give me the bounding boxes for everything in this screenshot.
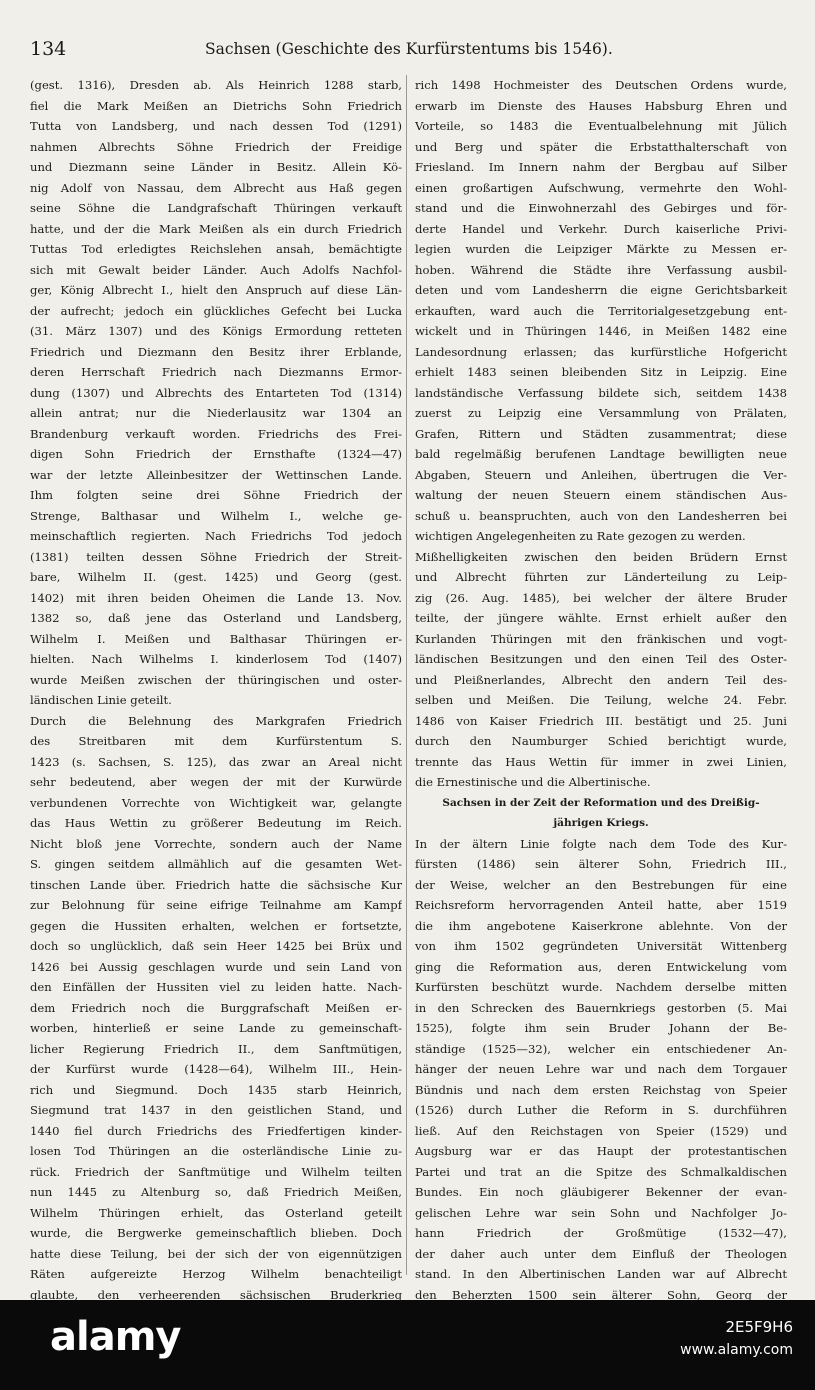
text-line: und Berg und später die Erbstatthalterschaft von <box>415 139 787 154</box>
text-line: Landesordnung erlassen; das kurfürstliche Hofgericht <box>415 344 787 359</box>
text-line: 1382 so, daß jene das Osterland und Landsberg, <box>30 611 402 625</box>
text-line: Reichsreform hervorragenden Anteil hatte, aber 1519 <box>415 898 787 912</box>
text-line: (1526) durch Luther die Reform in S. durchführen <box>415 1103 787 1117</box>
text-line: dung (1307) und Albrechts des Entarteten Tod (1314) <box>30 385 402 400</box>
text-line: rich und Siegmund. Doch 1435 starb Heinrich, <box>30 1082 402 1097</box>
text-line: glaubte, den verheerenden sächsischen Bruderkrieg <box>30 1287 402 1300</box>
text-line: wickelt und in Thüringen 1446, in Meißen 1482 eine <box>415 324 787 338</box>
text-line: Räten aufgereizte Herzog Wilhelm benachteiligt <box>30 1267 402 1281</box>
text-line: Tutta von Landsberg, und nach dessen Tod (1291) <box>30 119 402 133</box>
text-line: Partei und trat an die Spitze des Schmalkaldischen <box>415 1164 787 1179</box>
text-line: (31. März 1307) und des Königs Ermordung retteten <box>30 324 402 338</box>
text-line: des Streitbaren mit dem Kurfürstentum S. <box>30 734 402 748</box>
text-line: der aufrecht; jedoch ein glückliches Gefecht bei Lucka <box>30 303 402 318</box>
text-line: Wilhelm I. Meißen und Balthasar Thüringen er- <box>30 631 402 646</box>
text-line: trennte das Haus Wettin für immer in zwei Linien, <box>415 754 787 769</box>
text-line: durch den Naumburger Schied berichtigt wurde, <box>415 734 787 748</box>
left-text-column <box>30 75 402 1300</box>
text-line: hatte, und der die Mark Meißen als ein durch Friedrich <box>30 221 402 236</box>
text-line: erhielt 1483 seinen bleibenden Sitz in Leipzig. Eine <box>415 365 787 379</box>
text-line: Durch die Belehnung des Markgrafen Friedrich <box>30 713 402 728</box>
site-url: www.alamy.com <box>680 1342 793 1358</box>
text-line: Augsburg war er das Haupt der protestantischen <box>415 1144 787 1158</box>
text-line: stand und die Einwohnerzahl des Gebirges und för- <box>415 201 787 215</box>
text-line: nun 1445 zu Altenburg so, daß Friedrich Meißen, <box>30 1185 402 1199</box>
text-line: selben und Meißen. Die Teilung, welche 24. Febr. <box>415 693 787 707</box>
text-line: Kurfürsten beschützt wurde. Nachdem derselbe mitten <box>415 980 787 994</box>
text-line: rück. Friedrich der Sanftmütige und Wilhelm teilten <box>30 1164 402 1179</box>
text-line: erwarb im Dienste des Hauses Habsburg Ehren und <box>415 98 787 113</box>
text-line: tinschen Lande über. Friedrich hatte die sächsische Kur <box>30 877 402 892</box>
text-line: wurde Meißen zwischen der thüringischen und oster- <box>30 672 402 687</box>
text-line: Wilhelm Thüringen erhielt, das Osterland geteilt <box>30 1205 402 1220</box>
text-line: (1381) teilten dessen Söhne Friedrich der Streit- <box>30 549 402 564</box>
page-header <box>30 38 790 64</box>
text-line: nig Adolf von Nassau, dem Albrecht aus Haß gegen <box>30 180 402 195</box>
text-line: 1440 fiel durch Friedrichs des Friedfertigen kinder- <box>30 1123 402 1138</box>
text-line: Abgaben, Steuern und Anleihen, übertrugen die Ver- <box>415 467 787 482</box>
text-line: Strenge, Balthasar und Wilhelm I., welche ge- <box>30 508 402 523</box>
text-line: der daher auch unter dem Einfluß der Theologen <box>415 1246 787 1261</box>
text-line: das Haus Wettin zu größerer Bedeutung im Reich. <box>30 816 402 830</box>
text-line: zur Belohnung für seine eifrige Teilnahme am Kampf <box>30 898 402 912</box>
text-line: von ihm 1502 gegründeten Universität Wittenberg <box>415 939 787 953</box>
text-line: 1426 bei Aussig geschlagen wurde und sein Land von <box>30 959 402 974</box>
text-line: der Weise, welcher an den Bestrebungen für eine <box>415 877 787 892</box>
text-line: Tuttas Tod erledigtes Reichslehen ansah, bemächtigte <box>30 242 402 256</box>
text-line: losen Tod Thüringen an die osterländische Linie zu- <box>30 1144 402 1158</box>
text-line: Nicht bloß jene Vorrechte, sondern auch der Name <box>30 836 402 851</box>
right-text-column <box>415 75 787 1300</box>
section-heading: Sachsen in der Zeit der Reformation und des Dreißig- <box>442 796 760 809</box>
text-line: Grafen, Rittern und Städten zusammentrat; diese <box>415 426 787 441</box>
text-line: hielten. Nach Wilhelms I. kinderlosem Tod (1407) <box>30 652 402 666</box>
text-line: den Beherzten 1500 sein älterer Sohn, Georg der <box>415 1287 787 1300</box>
text-line: ländischen Besitzungen und den einen Teil des Oster- <box>415 652 787 666</box>
text-line: wurde, die Bergwerke gemeinschaftlich blieben. Doch <box>30 1226 402 1240</box>
text-line: teilte, der jüngere wählte. Ernst erhielt außer den <box>415 611 787 625</box>
text-line: hatte diese Teilung, bei der sich der von eigennützigen <box>30 1246 402 1261</box>
text-line: ständige (1525—32), welcher ein entschiedener An- <box>415 1041 787 1056</box>
text-line: Ihm folgten seine drei Söhne Friedrich der <box>30 488 402 502</box>
text-line: gegen die Hussiten erhalten, welchen er fortsetzte, <box>30 918 402 933</box>
text-line: hänger der neuen Lehre war und nach dem Torgauer <box>415 1062 787 1076</box>
text-line: ging die Reformation aus, deren Entwickelung vom <box>415 959 787 974</box>
text-line: Friesland. Im Innern nahm der Bergbau auf Silber <box>415 160 787 174</box>
text-line: S. gingen seitdem allmählich auf die gesamten Wet- <box>30 857 402 871</box>
text-line: meinschaftlich regierten. Nach Friedrichs Tod jedoch <box>30 529 402 543</box>
text-line: einen großartigen Aufschwung, vermehrte den Wohl- <box>415 180 787 195</box>
text-line: die Ernestinische und die Albertinische. <box>415 775 651 789</box>
text-line: 1423 (s. Sachsen, S. 125), das zwar an Areal nicht <box>30 754 402 769</box>
text-line: gelischen Lehre war sein Sohn und Nachfolger Jo- <box>415 1205 787 1220</box>
text-line: den Einfällen der Hussiten viel zu leiden hatte. Nach- <box>30 980 402 994</box>
text-line: bare, Wilhelm II. (gest. 1425) und Georg (gest. <box>30 570 402 584</box>
text-line: Friedrich und Diezmann den Besitz ihrer Erblande, <box>30 344 402 359</box>
text-line: fiel die Mark Meißen an Dietrichs Sohn Friedrich <box>30 98 402 113</box>
text-line: wichtigen Angelegenheiten zu Rate gezogen zu werden. <box>415 529 746 543</box>
text-line: Vorteile, so 1483 die Eventualbelehnung mit Jülich <box>415 119 787 133</box>
text-line: fürsten (1486) sein älterer Sohn, Friedrich III., <box>415 857 787 871</box>
text-line: doch so unglücklich, daß sein Heer 1425 bei Brüx und <box>30 939 402 953</box>
text-line: zuerst zu Leipzig eine Versammlung von Prälaten, <box>415 406 787 420</box>
text-line: und Diezmann seine Länder in Besitz. Allein Kö- <box>30 160 402 174</box>
text-line: schuß u. beanspruchten, auch von den Landesherren bei <box>415 508 787 523</box>
text-line: waltung der neuen Steuern einem ständischen Aus- <box>415 488 787 502</box>
text-line: Mißhelligkeiten zwischen den beiden Brüdern Ernst <box>415 549 787 564</box>
running-title: Sachsen (Geschichte des Kurfürstentums bis 1546). <box>205 40 613 58</box>
text-line: licher Regierung Friedrich II., dem Sanftmütigen, <box>30 1041 402 1056</box>
text-line: die ihm angebotene Kaiserkrone ablehnte. Von der <box>415 918 787 933</box>
text-line: 1486 von Kaiser Friedrich III. bestätigt und 25. Juni <box>415 713 787 728</box>
text-line: der Kurfürst wurde (1428—64), Wilhelm III., Hein- <box>30 1062 402 1076</box>
text-line: 1402) mit ihren beiden Oheimen die Lande 13. Nov. <box>30 590 402 605</box>
text-line: In der ältern Linie folgte nach dem Tode des Kur- <box>415 836 787 851</box>
text-line: dem Friedrich noch die Burggrafschaft Meißen er- <box>30 1000 402 1015</box>
text-line: legien wurden die Leipziger Märkte zu Messen er- <box>415 242 787 256</box>
text-line: war der letzte Alleinbesitzer der Wettinschen Lande. <box>30 467 402 482</box>
text-line: Kurlanden Thüringen mit den fränkischen und vogt- <box>415 631 787 646</box>
text-line: 1525), folgte ihm sein Bruder Johann der Be- <box>415 1021 787 1035</box>
text-line: derte Handel und Verkehr. Durch kaiserliche Privi- <box>415 221 787 236</box>
text-line: in den Schrecken des Bauernkriegs gestorben (5. Mai <box>415 1000 787 1015</box>
text-line: hann Friedrich der Großmütige (1532—47), <box>415 1226 787 1240</box>
stock-footer-bar <box>0 1300 815 1390</box>
text-line: erkauften, ward auch die Territorialgesetzgebung ent- <box>415 303 787 318</box>
text-line: und Albrecht führten zur Länderteilung zu Leip- <box>415 570 787 584</box>
text-line: hoben. Während die Städte ihre Verfassung ausbil- <box>415 262 787 277</box>
text-line: ländischen Linie geteilt. <box>30 693 172 707</box>
text-line: verbundenen Vorrechte von Wichtigkeit war, gelangte <box>30 795 402 810</box>
text-line: ger, König Albrecht I., hielt den Anspruch auf diese Län- <box>30 283 402 297</box>
text-line: deten und vom Landesherrn die eigne Gerichtsbarkeit <box>415 283 787 297</box>
text-line: Bundes. Ein noch gläubigerer Bekenner der evan- <box>415 1185 787 1199</box>
text-line: Siegmund trat 1437 in den geistlichen Stand, und <box>30 1103 402 1117</box>
text-line: stand. In den Albertinischen Landen war auf Albrecht <box>415 1267 787 1281</box>
text-line: seine Söhne die Landgrafschaft Thüringen verkauft <box>30 201 402 215</box>
text-line: landständische Verfassung bildete sich, seitdem 1438 <box>415 385 787 400</box>
text-line: bald regelmäßig berufenen Landtage bewilligten neue <box>415 447 787 461</box>
alamy-logo: alamy <box>50 1314 181 1360</box>
text-line: zig (26. Aug. 1485), bei welcher der ältere Bruder <box>415 590 787 605</box>
text-line: deren Herrschaft Friedrich nach Diezmanns Ermor- <box>30 365 402 379</box>
text-line: Bündnis und nach dem ersten Reichstag von Speier <box>415 1082 787 1097</box>
text-line: digen Sohn Friedrich der Ernsthafte (1324—47) <box>30 447 402 461</box>
text-line: allein antrat; nur die Niederlausitz war 1304 an <box>30 406 402 420</box>
text-line: rich 1498 Hochmeister des Deutschen Ordens wurde, <box>415 78 787 92</box>
page-number: 134 <box>30 38 67 60</box>
text-line: ließ. Auf den Reichstagen von Speier (1529) und <box>415 1123 787 1138</box>
text-line: sehr bedeutend, aber wegen der mit der Kurwürde <box>30 775 402 789</box>
section-heading: jährigen Kriegs. <box>553 817 649 829</box>
text-line: und Pleißnerlandes, Albrecht den andern Teil des- <box>415 672 787 687</box>
text-line: (gest. 1316), Dresden ab. Als Heinrich 1288 starb, <box>30 78 402 92</box>
image-id: 2E5F9H6 <box>725 1318 793 1336</box>
text-line: worben, hinterließ er seine Lande zu gemeinschaft- <box>30 1021 402 1035</box>
text-line: nahmen Albrechts Söhne Friedrich der Freidige <box>30 139 402 154</box>
text-line: Brandenburg verkauft worden. Friedrichs des Frei- <box>30 426 402 441</box>
column-divider <box>406 75 407 1275</box>
text-line: sich mit Gewalt beider Länder. Auch Adolfs Nachfol- <box>30 262 402 277</box>
